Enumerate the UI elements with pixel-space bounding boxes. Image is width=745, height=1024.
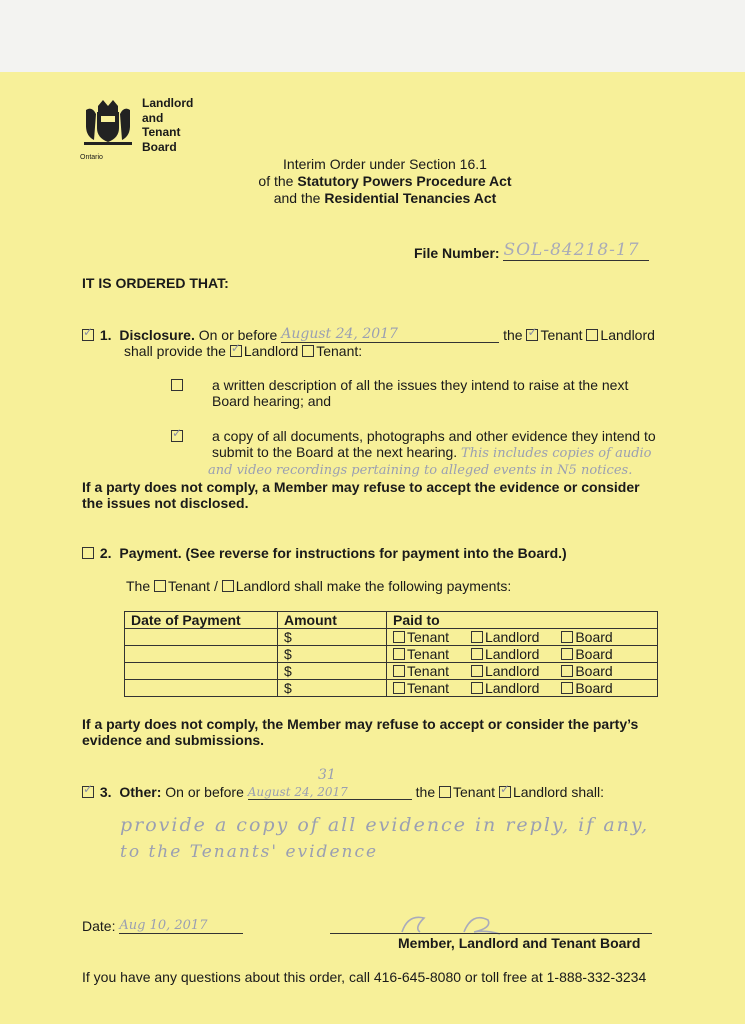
date-cell[interactable] xyxy=(125,629,278,646)
file-number: File Number: SOL-84218-17 xyxy=(414,240,649,261)
paid-board-checkbox[interactable] xyxy=(561,648,573,660)
section-2-tenant-checkbox[interactable] xyxy=(154,580,166,592)
signature-label: Member, Landlord and Tenant Board xyxy=(398,935,641,951)
paid-board-checkbox[interactable] xyxy=(561,665,573,677)
paid-landlord-checkbox[interactable] xyxy=(471,631,483,643)
paid-to-cell: Tenant Landlord Board xyxy=(387,680,658,697)
signature-line xyxy=(330,933,652,934)
section-3-landlord-checkbox[interactable] xyxy=(499,786,511,798)
ordered-heading: IT IS ORDERED THAT: xyxy=(82,275,229,291)
section-2-payment: 2. Payment. (See reverse for instructions for payment into the Board.) xyxy=(82,545,567,561)
paid-board-checkbox[interactable] xyxy=(561,682,573,694)
section-1-deadline[interactable]: August 24, 2017 xyxy=(281,326,499,343)
paid-landlord-checkbox[interactable] xyxy=(471,648,483,660)
section-1-provider-tenant-checkbox[interactable] xyxy=(302,345,314,357)
section-1-warning: If a party does not comply, a Member may refuse to accept the evidence or consider the issues not disclosed. xyxy=(82,479,640,511)
file-number-field[interactable]: SOL-84218-17 xyxy=(503,240,649,261)
section-1-disclosure: ✓ 1. Disclosure. On or before August 24, 2017 the ✓ Tenant Landlord xyxy=(82,326,702,343)
paid-board-checkbox[interactable] xyxy=(561,631,573,643)
order-date: Date: Aug 10, 2017 xyxy=(82,918,243,934)
section-2-checkbox[interactable] xyxy=(82,547,94,559)
table-row xyxy=(125,629,658,646)
section-2-warning: If a party does not comply, the Member may refuse to accept or consider the party’s evidence and submissions. xyxy=(82,716,639,748)
paid-tenant-checkbox[interactable] xyxy=(393,631,405,643)
ontario-coat-of-arms-icon xyxy=(80,96,136,154)
paid-to-cell: Tenant Landlord Board xyxy=(387,663,658,680)
table-row xyxy=(125,663,658,680)
section-1-checkbox[interactable] xyxy=(82,329,94,341)
section-3-checkbox[interactable] xyxy=(82,786,94,798)
section-1-line2: shall provide the ✓ Landlord Tenant: xyxy=(124,343,362,359)
section-3-date-correction: 31 xyxy=(318,767,336,783)
amount-cell[interactable]: $ xyxy=(278,680,387,697)
amount-cell[interactable]: $ xyxy=(278,663,387,680)
paid-landlord-checkbox[interactable] xyxy=(471,682,483,694)
date-cell[interactable] xyxy=(125,680,278,697)
section-3-deadline[interactable]: August 24, 2017 xyxy=(248,785,412,800)
date-cell[interactable] xyxy=(125,663,278,680)
org-name: Landlord and Tenant Board xyxy=(142,96,194,154)
paid-to-cell: Tenant Landlord Board xyxy=(387,646,658,663)
header-date: Date of Payment xyxy=(125,612,278,629)
section-1-landlord-checkbox[interactable] xyxy=(586,329,598,341)
bullet-1-checkbox[interactable] xyxy=(171,377,185,395)
section-3-other: ✓ 3. Other: On or before August 24, 2017 the Tenant ✓ Landlord shall: xyxy=(82,784,604,800)
table-row xyxy=(125,646,658,663)
amount-cell[interactable]: $ xyxy=(278,629,387,646)
section-2-landlord-checkbox[interactable] xyxy=(222,580,234,592)
paid-to-cell: Tenant Landlord Board xyxy=(387,629,658,646)
handwritten-note-1: This includes copies of audio xyxy=(461,446,652,461)
paid-tenant-checkbox[interactable] xyxy=(393,682,405,694)
header-amount: Amount xyxy=(278,612,387,629)
page-title: Interim Order under Section 16.1 of the Statutory Powers Procedure Act and the Residential Tenancies Act xyxy=(258,156,512,206)
contact-info: If you have any questions about this order, call 416-645-8080 or toll free at 1-888-332-3234 xyxy=(82,969,647,985)
payment-table-header xyxy=(125,612,658,629)
order-date-field[interactable]: Aug 10, 2017 xyxy=(119,918,243,934)
paid-tenant-checkbox[interactable] xyxy=(393,648,405,660)
date-cell[interactable] xyxy=(125,646,278,663)
amount-cell[interactable]: $ xyxy=(278,646,387,663)
handwritten-note-2: and video recordings pertaining to alleged events in N5 notices. xyxy=(208,463,633,478)
table-row xyxy=(125,680,658,697)
paid-tenant-checkbox[interactable] xyxy=(393,665,405,677)
bullet-2-text: a copy of all documents, photographs and other evidence they intend to submit to the Board at the next hearing. This includes copies of audio xyxy=(212,428,656,461)
header-paid-to: Paid to xyxy=(387,612,658,629)
province-label: Ontario xyxy=(80,154,103,161)
bullet-2-checkbox[interactable] xyxy=(171,428,185,446)
section-3-tenant-checkbox[interactable] xyxy=(439,786,451,798)
bullet-1-text: a written description of all the issues they intend to raise at the next Board hearing; and xyxy=(212,377,629,409)
payment-table xyxy=(124,611,658,697)
section-1-tenant-checkbox[interactable] xyxy=(526,329,538,341)
section-1-provider-landlord-checkbox[interactable] xyxy=(230,345,242,357)
paid-landlord-checkbox[interactable] xyxy=(471,665,483,677)
section-3-handwritten-instruction: provide a copy of all evidence in reply, if any, to the Tenants' evidence xyxy=(120,814,650,862)
section-2-instruction: The Tenant / Landlord shall make the following payments: xyxy=(126,578,512,594)
